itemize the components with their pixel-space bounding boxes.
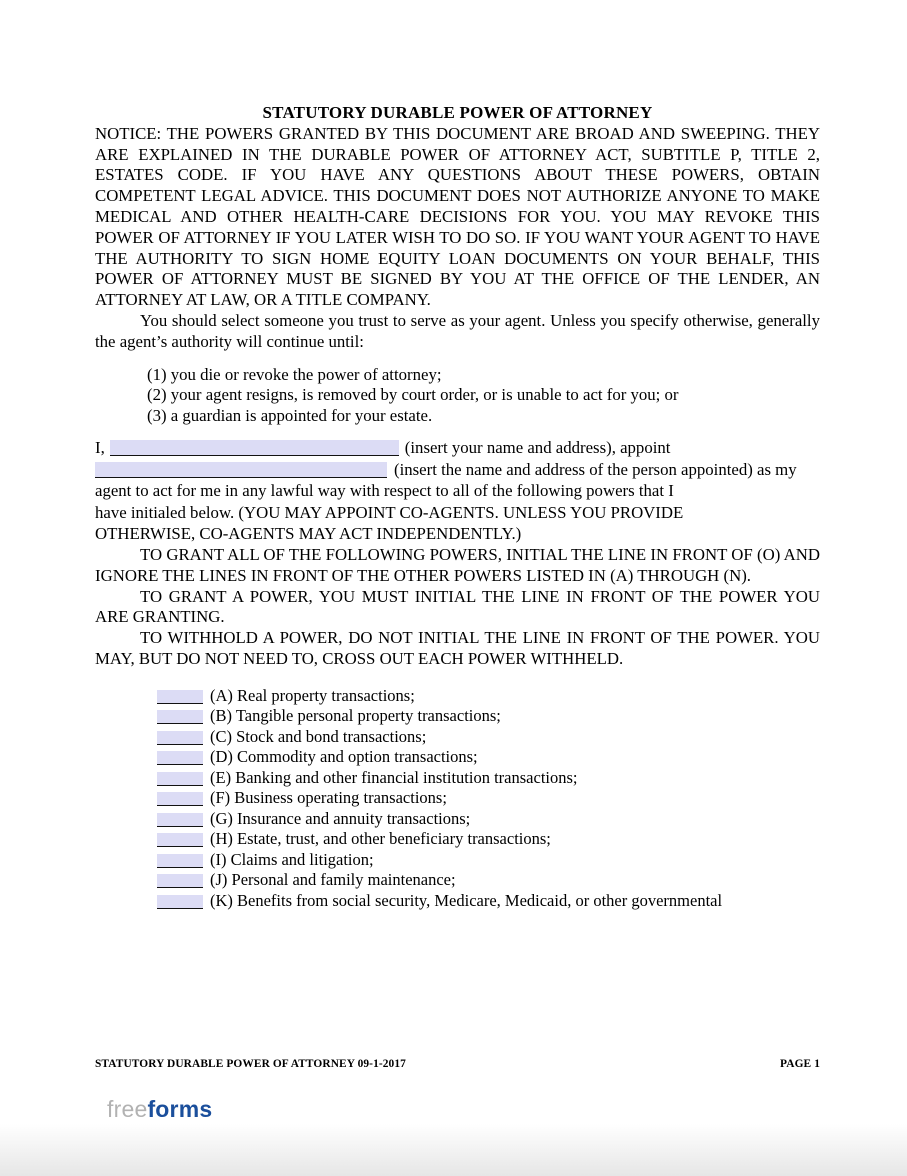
power-row-j (157, 870, 820, 891)
initial-line-field-e[interactable] (157, 772, 203, 786)
power-row-g (157, 809, 820, 830)
termination-list (95, 365, 820, 427)
agent-name-field[interactable] (95, 462, 387, 478)
page-footer (95, 1058, 820, 1070)
power-row-k (157, 891, 820, 912)
logo-text-forms: forms (147, 1096, 213, 1122)
page-title: STATUTORY DURABLE POWER OF ATTORNEY (262, 103, 653, 122)
power-label-h: (H) Estate, trust, and other beneficiary transactions; (210, 829, 551, 849)
initial-line-field-a[interactable] (157, 690, 203, 704)
initial-line-field-b[interactable] (157, 710, 203, 724)
logo-text-free: free (107, 1096, 148, 1122)
initial-line-field-c[interactable] (157, 731, 203, 745)
power-label-k: (K) Benefits from social security, Medicare, Medicaid, or other governmental (210, 890, 723, 910)
powers-list (95, 686, 820, 912)
power-row-h (157, 829, 820, 850)
freeforms-logo (107, 1096, 212, 1123)
power-row-c (157, 727, 820, 748)
power-row-d (157, 747, 820, 768)
power-label-c: (C) Stock and bond transactions; (210, 726, 427, 746)
initial-line-field-f[interactable] (157, 792, 203, 806)
appointment-line-5: OTHERWISE, CO-AGENTS MAY ACT INDEPENDENTLY.) (95, 524, 522, 544)
power-row-b (157, 706, 820, 727)
grant-power-paragraph: TO GRANT A POWER, YOU MUST INITIAL THE LINE IN FRONT OF THE POWER YOU ARE GRANTING. (95, 586, 820, 627)
footer-document-title: STATUTORY DURABLE POWER OF ATTORNEY 09-1-2017 (95, 1058, 406, 1070)
principal-field-caption: (insert your name and address), appoint (404, 437, 671, 457)
power-label-f: (F) Business operating transactions; (210, 788, 447, 808)
initial-line-field-d[interactable] (157, 751, 203, 765)
termination-item-2: (2) your agent resigns, is removed by court order, or is unable to act for you; or (147, 385, 679, 405)
intro-paragraph: You should select someone you trust to serve as your agent. Unless you specify otherwise, generally the agent’s authority will continue until: (95, 310, 820, 351)
appointment-line-3: agent to act for me in any lawful way with respect to all of the following powers that I (95, 481, 674, 501)
power-label-j: (J) Personal and family maintenance; (210, 870, 456, 890)
appointment-line-2 (95, 459, 820, 481)
initial-line-field-k[interactable] (157, 895, 203, 909)
power-label-a: (A) Real property transactions; (210, 685, 415, 705)
page-bottom-gradient (0, 1124, 907, 1176)
power-label-b: (B) Tangible personal property transactions; (210, 706, 501, 726)
termination-item-3: (3) a guardian is appointed for your estate. (147, 406, 433, 426)
principal-name-field[interactable] (110, 440, 399, 456)
initial-line-field-h[interactable] (157, 833, 203, 847)
appointment-line-4: have initialed below. (YOU MAY APPOINT CO-AGENTS. UNLESS YOU PROVIDE (95, 502, 684, 522)
termination-item-1: (1) you die or revoke the power of attorney; (147, 364, 442, 384)
initial-line-field-j[interactable] (157, 874, 203, 888)
power-row-i (157, 850, 820, 871)
initial-line-field-i[interactable] (157, 854, 203, 868)
power-label-d: (D) Commodity and option transactions; (210, 747, 478, 767)
power-row-f (157, 788, 820, 809)
initial-line-field-g[interactable] (157, 813, 203, 827)
power-label-e: (E) Banking and other financial institution transactions; (210, 767, 578, 787)
appointment-line-1 (95, 437, 820, 459)
appointment-paragraph (95, 437, 820, 545)
document-content (95, 0, 820, 911)
notice-paragraph: NOTICE: THE POWERS GRANTED BY THIS DOCUMENT ARE BROAD AND SWEEPING. THEY ARE EXPLAINED IN THE DURABLE POWER OF ATTORNEY ACT, SUBTITLE P, TITLE 2, ESTATES CODE. IF YOU HAVE ANY QUESTIONS ABOUT THESE POWERS, OBTAIN COMPETENT LEGAL ADVICE. THIS DOCUMENT DOES NOT AUTHORIZE ANYONE TO MAKE MEDICAL AND OTHER HEALTH-CARE DECISIONS FOR YOU. YOU MAY REVOKE THIS POWER OF ATTORNEY IF YOU LATER WISH TO DO SO. IF YOU WANT YOUR AGENT TO HAVE THE AUTHORITY TO SIGN HOME EQUITY LOAN DOCUMENTS ON YOUR BEHALF, THIS POWER OF ATTORNEY MUST BE SIGNED BY YOU AT THE OFFICE OF THE LENDER, AN ATTORNEY AT LAW, OR A TITLE COMPANY. (95, 123, 820, 310)
grant-all-paragraph: TO GRANT ALL OF THE FOLLOWING POWERS, INITIAL THE LINE IN FRONT OF (O) AND IGNORE THE LINES IN FRONT OF THE OTHER POWERS LISTED IN (A) THROUGH (N). (95, 544, 820, 585)
power-row-e (157, 768, 820, 789)
footer-page-number: PAGE 1 (780, 1058, 820, 1070)
appointment-prefix: I, (95, 437, 105, 457)
power-label-g: (G) Insurance and annuity transactions; (210, 808, 471, 828)
power-label-i: (I) Claims and litigation; (210, 849, 374, 869)
agent-field-caption: (insert the name and address of the person appointed) as my (394, 459, 797, 479)
power-row-a (157, 686, 820, 707)
withhold-power-paragraph: TO WITHHOLD A POWER, DO NOT INITIAL THE LINE IN FRONT OF THE POWER. YOU MAY, BUT DO NOT NEED TO, CROSS OUT EACH POWER WITHHELD. (95, 628, 820, 668)
